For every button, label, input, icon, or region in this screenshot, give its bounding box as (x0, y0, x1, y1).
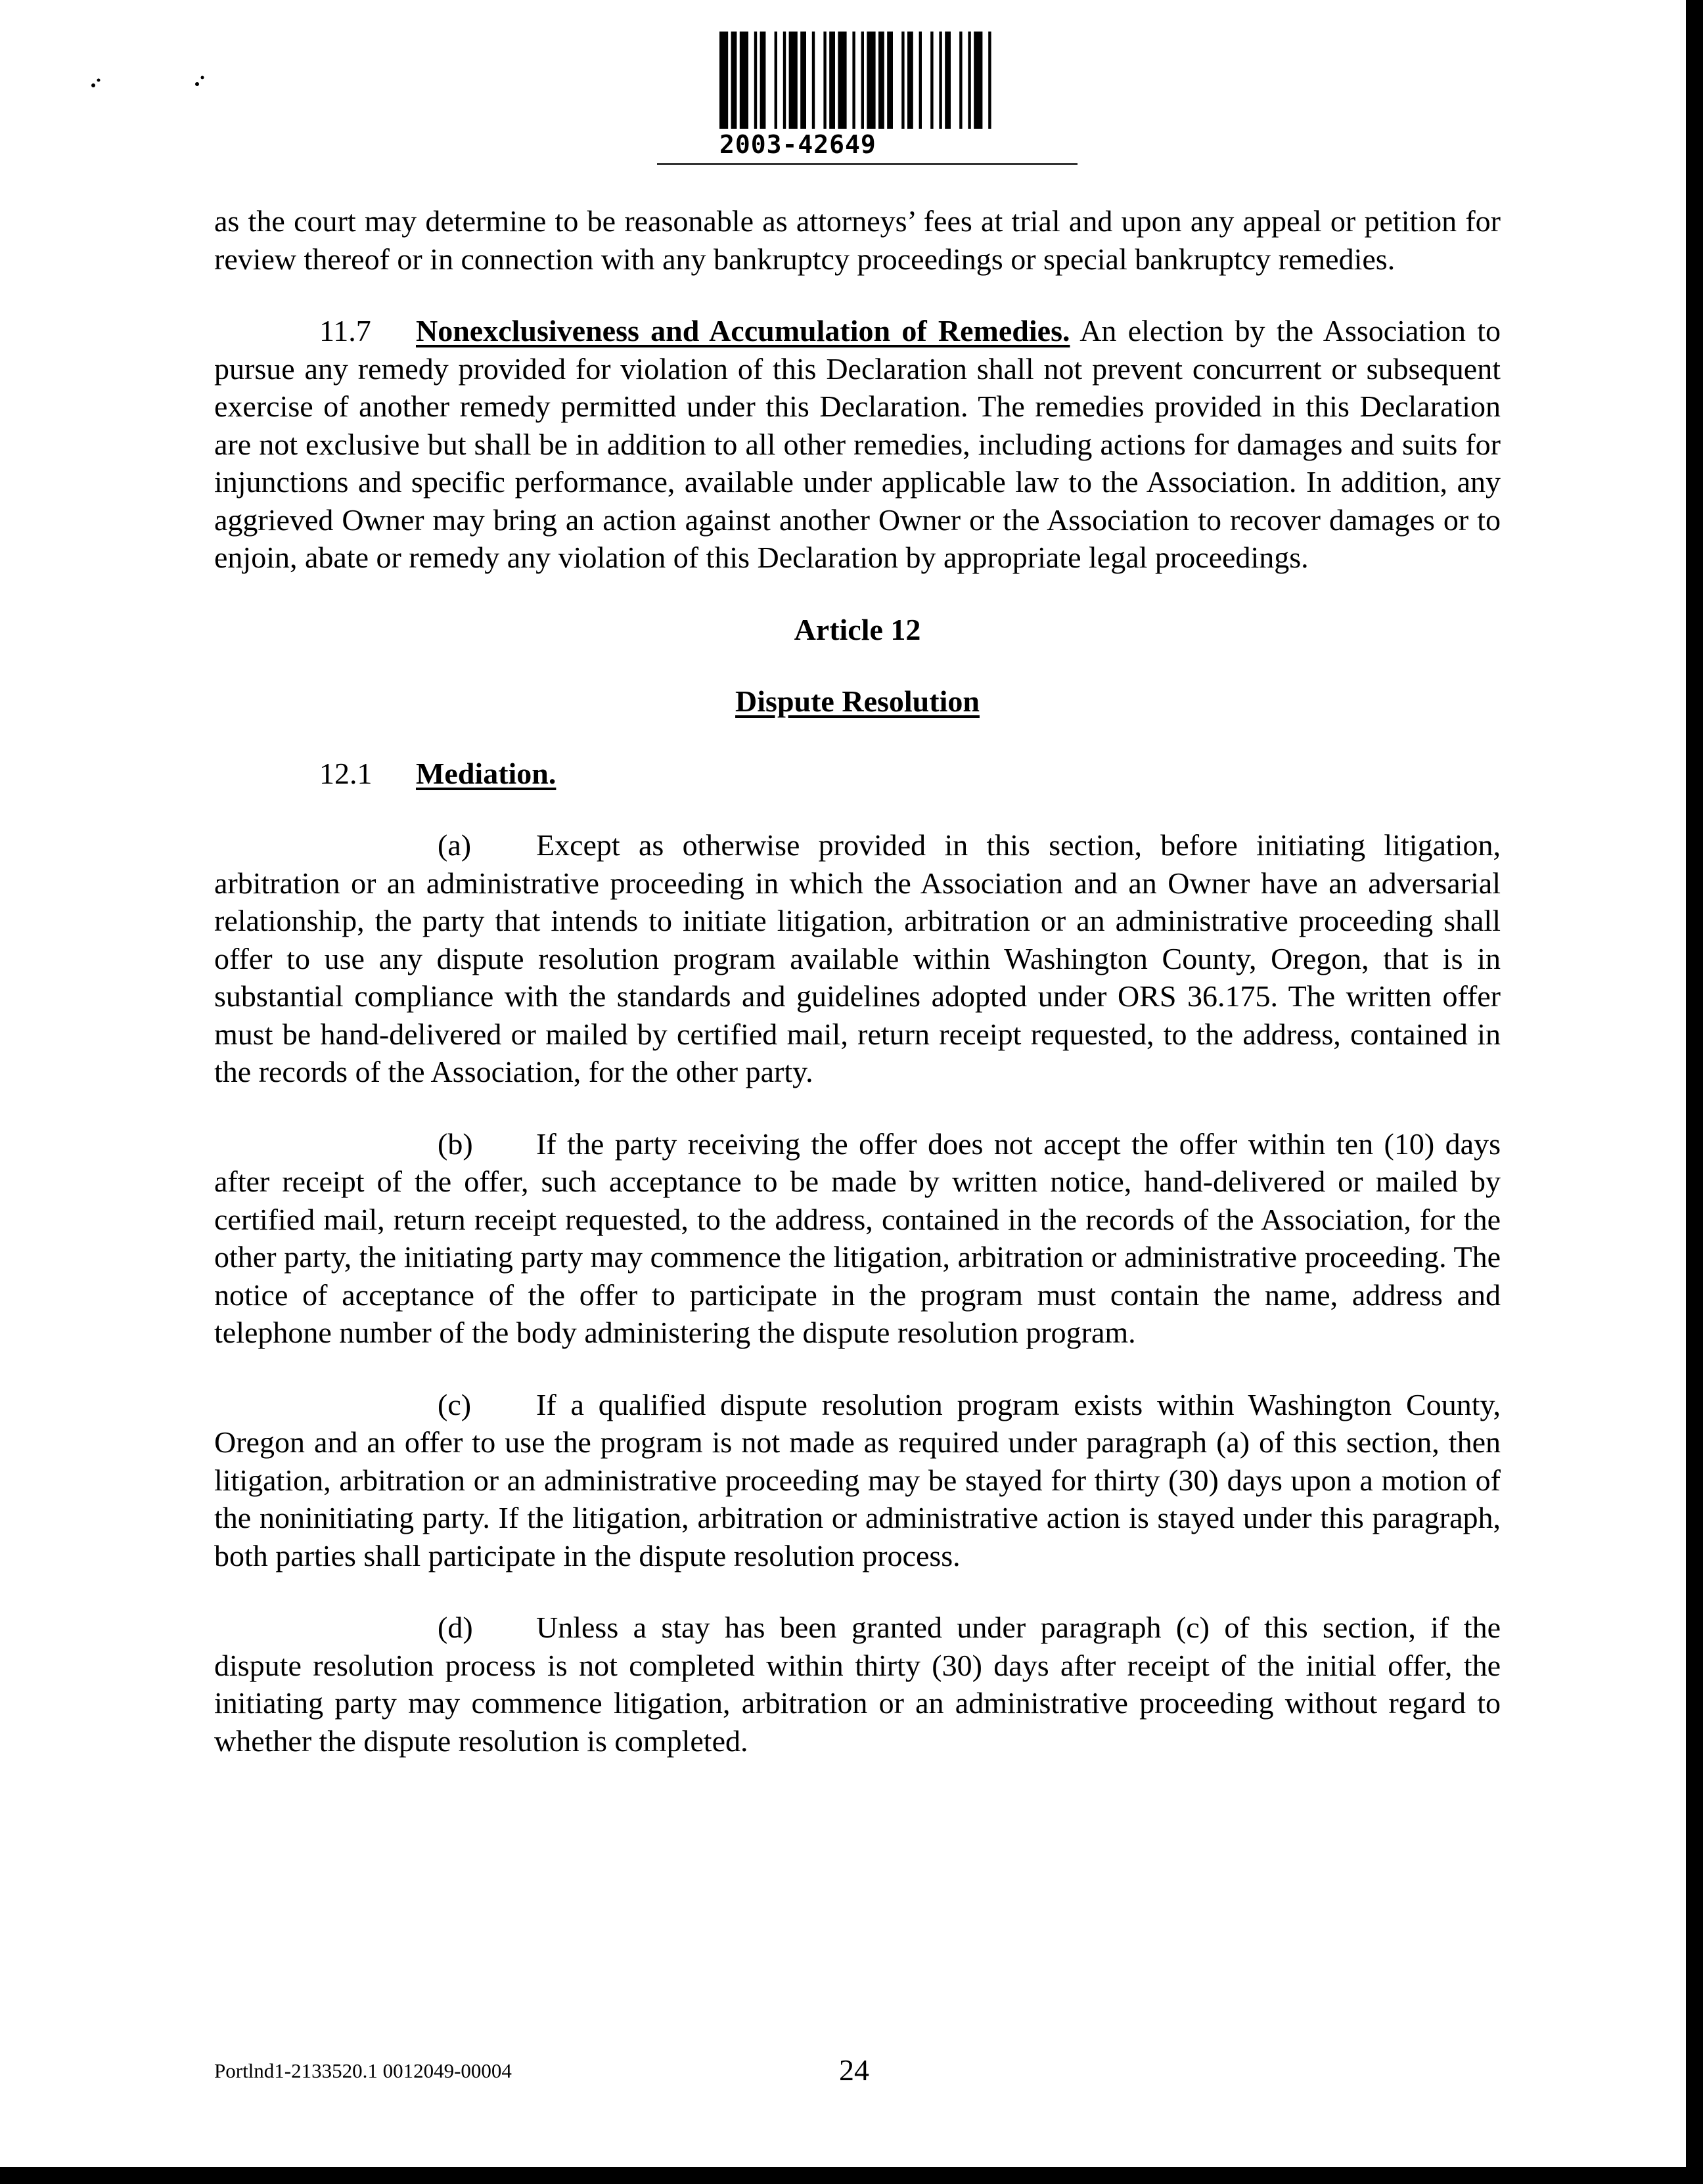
section-text: An election by the Association to pursue any remedy provided for violation of this Declaration shall not prevent concurrent or subsequent exercise of another remedy permitted under this Declaration. The remedies provided in this Declaration are not exclusive but shall be in addition to all other remedies, including actions for damages and suits for injunctions and specific performance, available under applicable law to the Association. In addition, any aggrieved Owner may bring an action against another Owner or the Association to recover damages or to enjoin, abate or remedy any violation of this Declaration by appropriate legal proceedings. (214, 314, 1501, 574)
section-12-1 (214, 755, 1501, 793)
barcode-bar (974, 32, 982, 129)
section-title: Nonexclusiveness and Accumulation of Remedies. (416, 314, 1070, 347)
section-number: 12.1 (319, 756, 373, 790)
paragraph-label: (d) (438, 1611, 473, 1644)
barcode-bar (800, 32, 806, 129)
barcode-bar (775, 32, 777, 129)
barcode-underline (657, 163, 1078, 165)
barcode-bar (939, 32, 942, 129)
paragraph-text: If the party receiving the offer does not accept the offer within ten (10) days after receipt of the offer, such acceptance to be made by written notice, hand-delivered or mailed by certified mail, return receipt requested, to the address, contained in the records of the Association, for the other party, the initiating party may commence the litigation, arbitration or administrative proceeding. The notice of acceptance of the offer to participate in the program must contain the name, address and telephone number of the body administering the dispute resolution program. (214, 1126, 1501, 1349)
scan-speck-marks (85, 66, 217, 105)
barcode-bar (901, 32, 904, 129)
barcode-bar (907, 32, 913, 129)
paragraph-label: (b) (438, 1126, 473, 1161)
barcode-bar (783, 32, 786, 129)
barcode-bar (740, 32, 748, 129)
article-title-line (214, 682, 1501, 721)
footer-document-code: Portlnd1-2133520.1 0012049-00004 (214, 2059, 512, 2082)
section-title: Mediation. (416, 756, 556, 790)
barcode-bar (988, 32, 991, 129)
barcode-stamp (657, 32, 1104, 176)
article-title: Dispute Resolution (735, 684, 980, 718)
section-number: 11.7 (319, 314, 371, 347)
paragraph-a (214, 826, 1501, 1091)
article-heading: Article 12 (794, 612, 921, 646)
barcode-bar (731, 32, 737, 129)
paragraph-c (214, 1386, 1501, 1575)
document-body (214, 202, 1501, 1760)
barcode-bar (945, 32, 951, 129)
barcode-bar (930, 32, 933, 129)
page-number: 24 (839, 2053, 869, 2087)
paragraph-text: If a qualified dispute resolution program exists within Washington County, Oregon and an offer to use the program is not made as required under paragraph (a) of this section, then litigation, arbitration or an administrative proceeding may be stayed for thirty (30) days upon a motion of the noninitiating party. If the litigation, arbitration or administrative action is stayed under this paragraph, both parties shall participate in the dispute resolution process. (214, 1387, 1501, 1572)
paragraph-label: (c) (438, 1387, 472, 1421)
barcode-bar (823, 32, 826, 129)
barcode-bar (812, 32, 815, 129)
barcode-bar (887, 32, 893, 129)
barcode-bar (829, 32, 835, 129)
paragraph-text: Except as otherwise provided in this section, before initiating litigation, arbitration or an administrative proceeding in which the Association and an Owner have an adversarial relationship, the party that intends to initiate litigation, arbitration or an administrative proceeding shall offer to use any dispute resolution program available within Washington County, Oregon, that is in substantial compliance with the standards and guidelines adopted under ORS 36.175. The written offer must be hand-delivered or mailed by certified mail, return receipt requested, to the address, contained in the records of the Association, for the other party. (214, 828, 1501, 1088)
barcode-bar (754, 32, 757, 129)
paragraph-label: (a) (438, 828, 472, 862)
barcode-icon (719, 32, 1087, 129)
paragraph-d (214, 1609, 1501, 1760)
barcode-bar (719, 32, 728, 129)
barcode-bar (861, 32, 864, 129)
barcode-bar (852, 32, 855, 129)
barcode-number: 2003-42649 (719, 130, 876, 159)
barcode-bar (878, 32, 884, 129)
barcode-bar (959, 32, 962, 129)
barcode-bar (968, 32, 970, 129)
barcode-bar (789, 32, 798, 129)
paragraph-b (214, 1125, 1501, 1352)
barcode-bar (919, 32, 922, 129)
barcode-bar (838, 32, 846, 129)
section-11-7 (214, 312, 1501, 577)
paragraph-text: Unless a stay has been granted under paragraph (c) of this section, if the dispute resolution process is not completed within thirty (30) days after receipt of the initial offer, the initiating party may commence litigation, arbitration or an administrative proceeding without regard to whether the dispute resolution is completed. (214, 1611, 1501, 1758)
barcode-bar (760, 32, 766, 129)
paragraph-continuation: as the court may determine to be reasonable as attorneys’ fees at trial and upon any appeal or petition for review thereof or in connection with any bankruptcy proceedings or special bankruptcy remedies. (214, 204, 1501, 276)
barcode-bar (867, 32, 875, 129)
